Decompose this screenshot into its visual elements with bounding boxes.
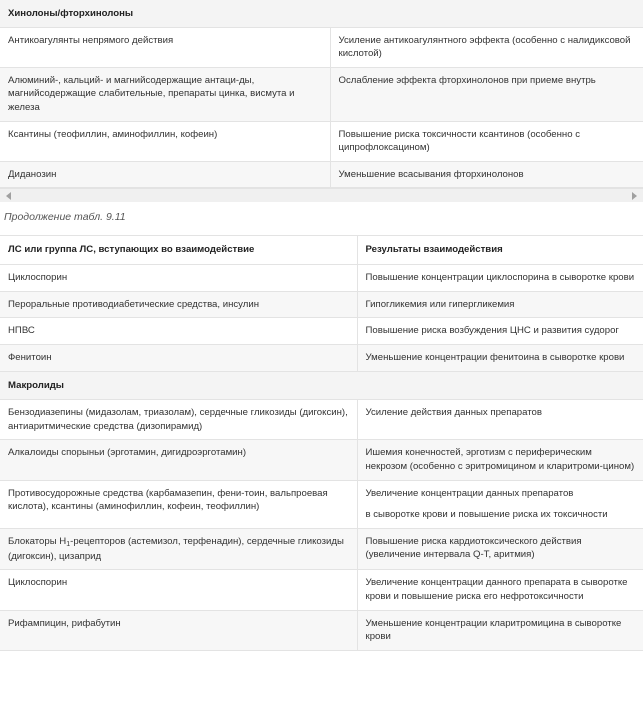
- drug-cell: Циклоспорин: [0, 265, 357, 292]
- table-row: [0, 344, 643, 371]
- column-header-drug: ЛС или группа ЛС, вступающих во взаимодействие: [0, 236, 357, 265]
- table-row: [0, 528, 643, 570]
- table1-container: [0, 0, 643, 188]
- drug-cell: Алкалоиды спорыньи (эрготамин, дигидроэрготамин): [0, 440, 357, 480]
- table-row: [0, 265, 643, 292]
- drug-cell: [0, 528, 357, 570]
- section-title: Макролиды: [0, 371, 643, 400]
- table-row: [0, 67, 643, 121]
- subscript: 1: [66, 540, 71, 548]
- table-row: [0, 480, 643, 528]
- table2-container: [0, 235, 643, 650]
- table-row: [0, 121, 643, 161]
- result-cell: [357, 480, 643, 528]
- drug-cell: Противосудорожные средства (карбамазепин, фени-тоин, вальпроевая кислота), ксантины (аминофиллин, кофеин, теофиллин): [0, 480, 357, 528]
- scroll-right-arrow-icon[interactable]: [632, 192, 637, 200]
- drug-text: -рецепторов (астемизол, терфенадин), сердечные гликозиды (дигоксин), цизаприд: [8, 535, 344, 562]
- drug-cell: НПВС: [0, 318, 357, 345]
- table-row: [0, 291, 643, 318]
- result-cell: Повышение риска кардиотоксического действия (увеличение интервала Q-T, аритмия): [357, 528, 643, 570]
- result-cell: Увеличение концентрации данного препарата в сыворотке крови и повышение риска его нефротоксичности: [357, 570, 643, 610]
- drug-cell: Бензодиазепины (мидазолам, триазолам), сердечные гликозиды (дигоксин), антиаритмические средства (дизопирамид): [0, 400, 357, 440]
- result-cell: Усиление действия данных препаратов: [357, 400, 643, 440]
- table-row: [0, 610, 643, 650]
- drug-cell: Пероральные противодиабетические средства, инсулин: [0, 291, 357, 318]
- result-cell: Уменьшение концентрации кларитромицина в сыворотке крови: [357, 610, 643, 650]
- drug-cell: Ксантины (теофиллин, аминофиллин, кофеин): [0, 121, 330, 161]
- section-row-macrolides: [0, 371, 643, 400]
- table-caption: Продолжение табл. 9.11: [4, 211, 126, 224]
- result-cell: Ослабление эффекта фторхинолонов при приеме внутрь: [330, 67, 643, 121]
- drug-cell: Алюминий-, кальций- и магнийсодержащие антаци-ды, магнийсодержащие слабительные, препараты цинка, висмута и железа: [0, 67, 330, 121]
- result-cell: Повышение концентрации циклоспорина в сыворотке крови: [357, 265, 643, 292]
- result-cell: Ишемия конечностей, эрготизм с периферическим некрозом (особенно с эритромицином и кларитроми-цином): [357, 440, 643, 480]
- result-cell: Усиление антикоагулянтного эффекта (особенно с налидиксовой кислотой): [330, 27, 643, 67]
- section-row-quinolones: [0, 0, 643, 27]
- table-row: [0, 440, 643, 480]
- column-header-result: Результаты взаимодействия: [357, 236, 643, 265]
- interaction-table-quinolones: [0, 0, 643, 188]
- interaction-table-macrolides: [0, 235, 643, 650]
- drug-cell: Диданозин: [0, 161, 330, 188]
- result-cell: Уменьшение концентрации фенитоина в сыворотке крови: [357, 344, 643, 371]
- table-row: [0, 27, 643, 67]
- result-line: в сыворотке крови и повышение риска их токсичности: [365, 509, 608, 521]
- section-title: Хинолоны/фторхинолоны: [0, 0, 643, 27]
- table-row: [0, 400, 643, 440]
- result-line: Увеличение концентрации данных препаратов: [365, 487, 574, 499]
- scroll-left-arrow-icon[interactable]: [6, 192, 11, 200]
- table-header-row: [0, 236, 643, 265]
- drug-cell: Антикоагулянты непрямого действия: [0, 27, 330, 67]
- drug-cell: Фенитоин: [0, 344, 357, 371]
- table-row: [0, 570, 643, 610]
- result-cell: Повышение риска токсичности ксантинов (особенно с ципрофлоксацином): [330, 121, 643, 161]
- table-row: [0, 161, 643, 188]
- result-cell: Повышение риска возбуждения ЦНС и развития судорог: [357, 318, 643, 345]
- horizontal-scrollbar[interactable]: [0, 188, 643, 202]
- drug-cell: Рифампицин, рифабутин: [0, 610, 357, 650]
- drug-text: Блокаторы H: [8, 535, 67, 547]
- drug-cell: Циклоспорин: [0, 570, 357, 610]
- result-cell: Гипогликемия или гипергликемия: [357, 291, 643, 318]
- result-cell: Уменьшение всасывания фторхинолонов: [330, 161, 643, 188]
- table-row: [0, 318, 643, 345]
